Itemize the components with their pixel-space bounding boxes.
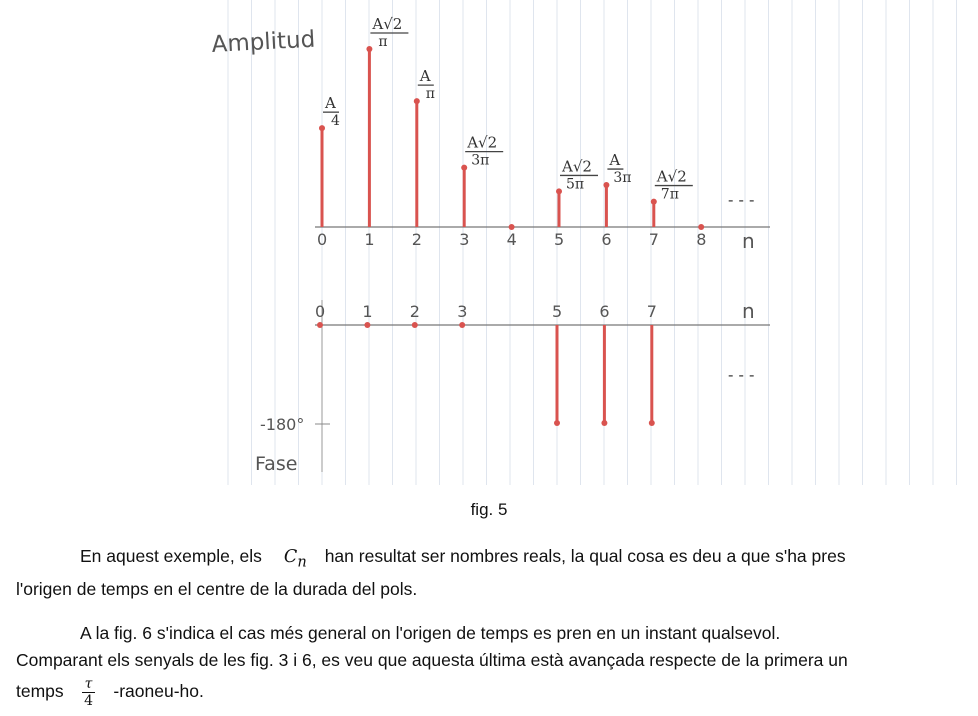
phase-stem-point-6 (601, 420, 607, 426)
amplitude-tick-1: 1 (364, 230, 375, 249)
amplitude-stem-point-5 (556, 188, 562, 194)
figure-caption: fig. 5 (470, 500, 508, 519)
phase-stem-point-1 (364, 322, 370, 328)
amplitude-tick-5: 5 (554, 230, 565, 249)
amplitude-label-denominator: 5π (566, 176, 585, 193)
phase-stem-point-0 (317, 322, 323, 328)
paragraph-2-line-3-after: -raoneu-ho. (113, 681, 204, 702)
amplitude-label-numerator: A (419, 67, 431, 86)
tau-over-4-fraction (82, 676, 96, 709)
math-sub: n (297, 553, 307, 571)
phase-stem-point-2 (412, 322, 418, 328)
amplitude-tick-6: 6 (601, 230, 612, 249)
amplitude-label-denominator: 3π (471, 152, 490, 169)
amplitude-label-numerator: A (325, 94, 336, 113)
paragraph-1 (16, 543, 978, 603)
amplitude-label-denominator: 4 (331, 113, 340, 130)
amplitude-stem-point-1 (366, 46, 372, 52)
amplitude-tick-2: 2 (411, 230, 422, 249)
phase-continuation: - - - (728, 365, 755, 384)
amplitude-tick-labels (317, 230, 706, 249)
amplitude-tick-8: 8 (696, 230, 707, 249)
amplitude-label-numerator: A√2 (467, 133, 498, 152)
notebook-grid (228, 0, 957, 485)
phase-tick-2: 2 (409, 302, 420, 321)
paragraph-2-line-3-before: temps (16, 681, 64, 702)
amplitude-label-1 (370, 15, 408, 50)
amplitude-stem-point-0 (319, 125, 325, 131)
amplitude-stem-point-7 (651, 199, 657, 205)
amplitude-axis-label: Amplitud (210, 26, 316, 58)
amplitude-continuation: - - - (728, 190, 755, 209)
amplitude-label-7 (655, 168, 693, 203)
amplitude-tick-3: 3 (459, 230, 470, 249)
amplitude-label-numerator: A√2 (562, 157, 592, 176)
amplitude-stems (319, 46, 704, 230)
paragraph-1-line-1 (16, 543, 978, 576)
amplitude-label-numerator: A√2 (372, 15, 403, 33)
phase-stem-point-5 (554, 420, 560, 426)
amplitude-value-labels (323, 15, 693, 203)
phase-tick-0: 0 (315, 302, 326, 321)
amplitude-label-3 (465, 134, 503, 169)
amplitude-label-2 (418, 67, 435, 102)
phase-axis-label: Fase (255, 453, 298, 475)
amplitude-label-denominator: 7π (660, 186, 679, 203)
amplitude-label-numerator: A√2 (656, 167, 687, 186)
phase-stems (317, 322, 655, 426)
amplitude-n-label: n (742, 229, 755, 253)
phase-n-label: n (742, 299, 755, 323)
amplitude-label-denominator: π (425, 86, 436, 103)
amplitude-label-denominator: π (378, 34, 388, 50)
amplitude-tick-4: 4 (506, 230, 517, 249)
paragraph-2-line-3 (16, 676, 978, 709)
amplitude-stem-point-3 (461, 165, 467, 171)
phase-tick-labels (315, 302, 657, 321)
paragraph-1-line-2: l'origen de temps en el centre de la durada del pols. (16, 578, 418, 599)
amplitude-tick-0: 0 (317, 230, 328, 249)
math-base: C (283, 547, 298, 567)
phase-stem-point-3 (459, 322, 465, 328)
phase-tick-5: 5 (552, 302, 563, 321)
fraction-numerator: τ (82, 676, 96, 693)
paragraph-2 (16, 620, 978, 709)
amplitude-stem-point-2 (414, 98, 420, 104)
phase-tick-label: -180° (260, 415, 305, 434)
amplitude-label-5 (560, 157, 598, 192)
paragraph-2-line-2: Comparant els senyals de les fig. 3 i 6, es veu que aquesta última està avançada respecte de la primera un (16, 650, 848, 670)
paragraph-1-before: En aquest exemple, els (80, 546, 262, 566)
fraction-denominator: 4 (84, 693, 93, 709)
phase-tick-6: 6 (599, 302, 610, 321)
amplitude-tick-7: 7 (648, 230, 659, 249)
phase-tick-3: 3 (457, 302, 468, 321)
paragraph-2-line-1 (16, 620, 978, 647)
paragraph-1-after: han resultat ser nombres reals, la qual cosa es deu a que s'ha pres (324, 546, 846, 566)
paragraph-2-line-1-text: A la fig. 6 s'indica el cas més general on l'origen de temps es pren en un instant qualsevol. (80, 623, 781, 643)
phase-stem-point-7 (649, 420, 655, 426)
math-c-n (283, 547, 307, 571)
amplitude-label-0 (323, 94, 340, 129)
amplitude-label-denominator: 3π (613, 170, 632, 187)
amplitude-stem-point-6 (603, 182, 609, 188)
phase-tick-1: 1 (362, 302, 373, 321)
phase-tick-7: 7 (646, 302, 657, 321)
amplitude-label-numerator: A (609, 151, 621, 170)
